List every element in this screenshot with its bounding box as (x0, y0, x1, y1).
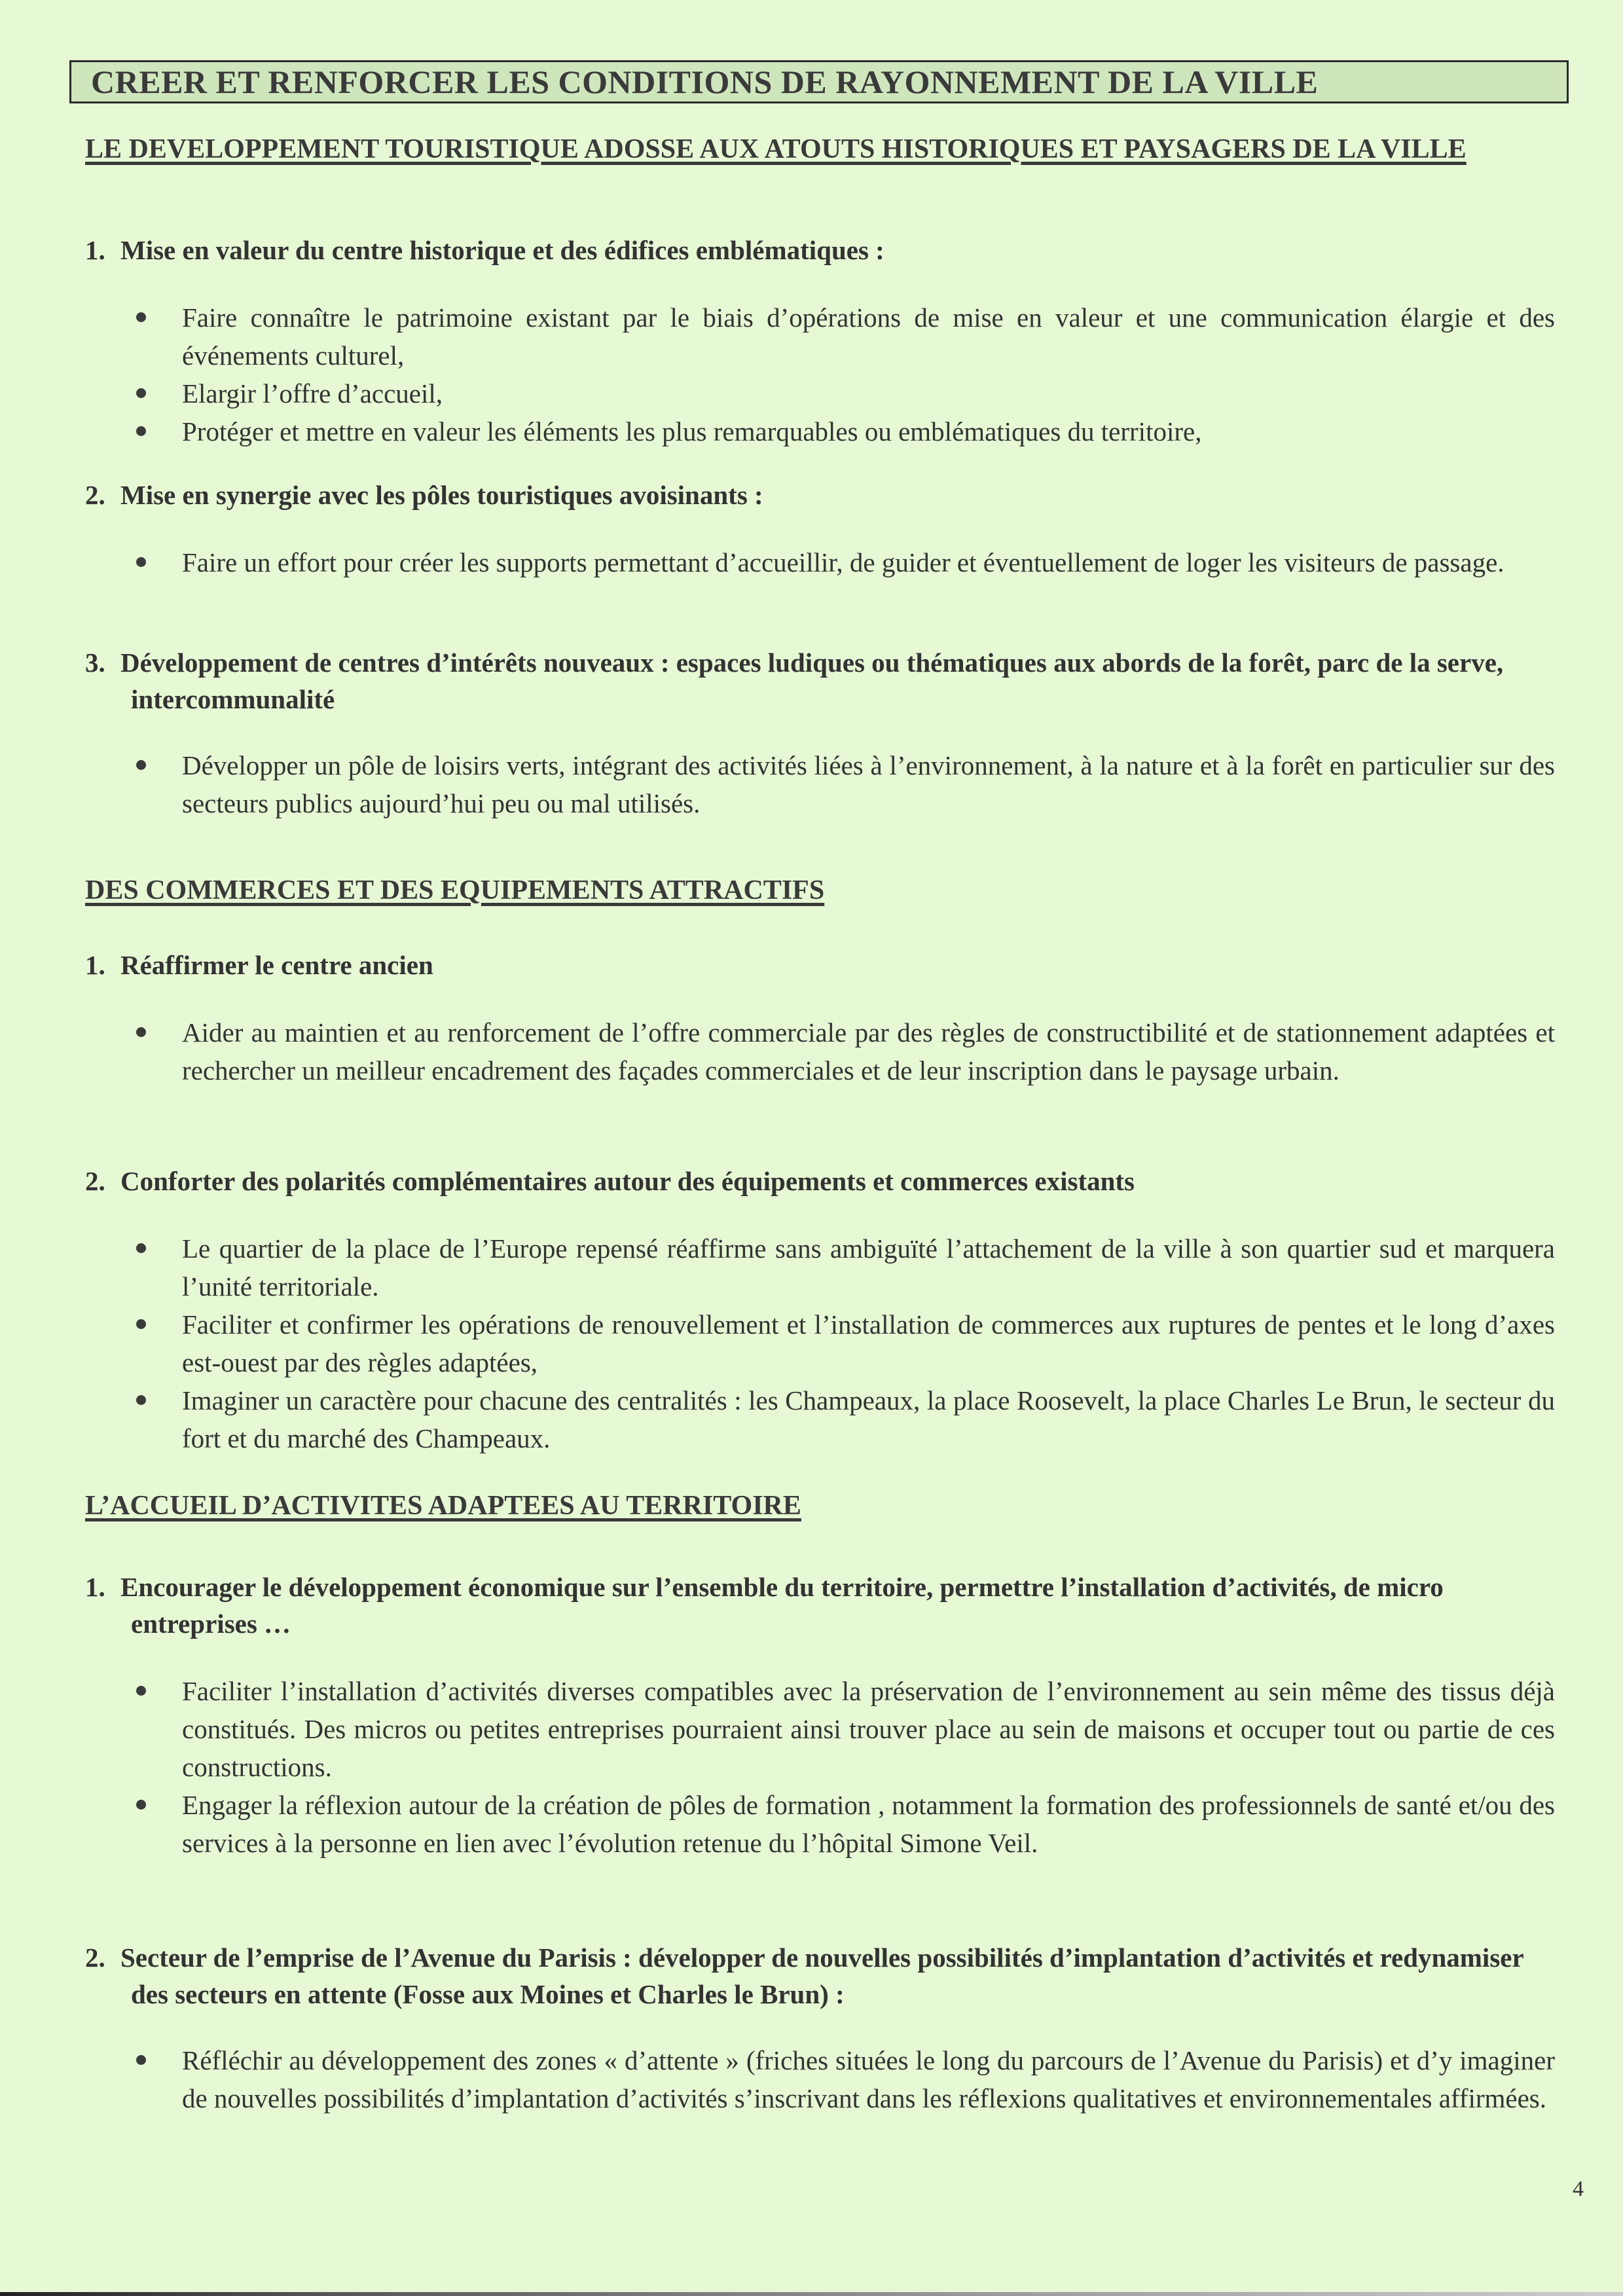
subsection-title: Conforter des polarités complémentaires autour des équipements et commerces existants (120, 1166, 1135, 1196)
scan-edge (0, 2292, 1623, 2296)
subsection-title: Développement de centres d’intérêts nouveaux : espaces ludiques ou thématiques aux abords de la forêt, parc de la serve, intercommunalité (120, 647, 1504, 714)
bullet-icon (136, 426, 146, 436)
section-heading: DES COMMERCES ET DES EQUIPEMENTS ATTRACTIFS (85, 875, 825, 905)
bullet-icon (136, 1027, 146, 1037)
subsection-tourism-1 (85, 232, 1555, 268)
subsection-heading (85, 1163, 1555, 1199)
section-heading: L’ACCUEIL D’ACTIVITES ADAPTEES AU TERRITOIRE (85, 1491, 801, 1521)
list-item: Faire un effort pour créer les supports permettant d’accueillir, de guider et éventuellement de loger les visiteurs de passage. (85, 543, 1555, 581)
list-item: Réfléchir au développement des zones « d’attente » (friches situées le long du parcours de l’Avenue du Parisis) et d’y imaginer de nouvelles possibilités d’implantation d’activités s’inscrivant dans les réflexions qualitatives et environnementales affirmées. (85, 2041, 1555, 2117)
subsection-heading (85, 232, 1555, 268)
subsection-number: 1. (85, 235, 105, 265)
bullet-icon (136, 1686, 146, 1696)
subsection-activities-1 (85, 1569, 1555, 1642)
subsection-heading (85, 477, 1555, 513)
subsection-tourism-2 (85, 477, 1555, 513)
bullet-list (85, 543, 1555, 581)
subsection-tourism-3 (85, 644, 1555, 718)
list-item: Faire connaître le patrimoine existant par le biais d’opérations de mise en valeur et une communication élargie et des événements culturel, (85, 299, 1555, 374)
subsection-heading (85, 1569, 1555, 1642)
section-heading: LE DEVELOPPEMENT TOURISTIQUE ADOSSE AUX ATOUTS HISTORIQUES ET PAYSAGERS DE LA VILLE (85, 134, 1467, 164)
subsection-number: 2. (85, 480, 105, 510)
bullet-list (85, 2041, 1555, 2117)
subsection-title: Réaffirmer le centre ancien (120, 950, 433, 980)
list-item: Aider au maintien et au renforcement de l’offre commerciale par des règles de constructibilité et de stationnement adaptées et rechercher un meilleur encadrement des façades commerciales et de leur inscription dans le paysage urbain. (85, 1013, 1555, 1089)
bullet-icon (136, 1395, 146, 1405)
list-item: Le quartier de la place de l’Europe repensé réaffirme sans ambiguïté l’attachement de la ville à son quartier sud et marquera l’unité territoriale. (85, 1230, 1555, 1305)
subsection-commerce-2 (85, 1163, 1555, 1199)
subsection-number: 1. (85, 950, 105, 980)
list-item: Imaginer un caractère pour chacune des centralités : les Champeaux, la place Roosevelt, la place Charles Le Brun, le secteur du fort et du marché des Champeaux. (85, 1381, 1555, 1457)
bullet-icon (136, 557, 146, 567)
subsection-title: Encourager le développement économique sur l’ensemble du territoire, permettre l’installation d’activités, de micro entreprises … (120, 1572, 1444, 1639)
bullet-list (85, 1013, 1555, 1089)
bullet-icon (136, 2055, 146, 2065)
subsection-number: 2. (85, 1942, 105, 1973)
list-item: Faciliter et confirmer les opérations de renouvellement et l’installation de commerces aux ruptures de pentes et le long d’axes est-ouest par des règles adaptées, (85, 1305, 1555, 1381)
bullet-icon (136, 760, 146, 770)
bullet-icon (136, 1243, 146, 1253)
subsection-heading (85, 947, 1555, 983)
bullet-list (85, 746, 1555, 822)
bullet-list (85, 1230, 1555, 1457)
subsection-activities-2 (85, 1939, 1555, 2013)
bullet-icon (136, 388, 146, 398)
subsection-heading (85, 1939, 1555, 2013)
subsection-commerce-1 (85, 947, 1555, 983)
section-commerce (85, 872, 1555, 909)
page-number: 4 (1573, 2177, 1584, 2201)
bullet-icon (136, 312, 146, 322)
banner-title-box (69, 60, 1569, 103)
subsection-title: Secteur de l’emprise de l’Avenue du Parisis : développer de nouvelles possibilités d’implantation d’activités et redynamiser des secteurs en attente (Fosse aux Moines et Charles le Brun) : (120, 1942, 1523, 2009)
list-item: Elargir l’offre d’accueil, (85, 374, 1555, 412)
subsection-number: 2. (85, 1166, 105, 1196)
subsection-title: Mise en valeur du centre historique et des édifices emblématiques : (120, 235, 884, 265)
section-activities (85, 1487, 1555, 1524)
list-item: Développer un pôle de loisirs verts, intégrant des activités liées à l’environnement, à la nature et à la forêt en particulier sur des secteurs publics aujourd’hui peu ou mal utilisés. (85, 746, 1555, 822)
subsection-number: 3. (85, 647, 105, 678)
subsection-heading (85, 644, 1555, 718)
list-item: Engager la réflexion autour de la création de pôles de formation , notamment la formation des professionnels de santé et/ou des services à la personne en lien avec l’évolution retenue du l’hôpital Simone Veil. (85, 1786, 1555, 1862)
list-item: Faciliter l’installation d’activités diverses compatibles avec la préservation de l’environnement au sein même des tissus déjà constitués. Des micros ou petites entreprises pourraient ainsi trouver place au sein de maisons et occuper tout ou partie de ces constructions. (85, 1672, 1555, 1786)
subsection-title: Mise en synergie avec les pôles touristiques avoisinants : (120, 480, 763, 510)
bullet-list (85, 1672, 1555, 1862)
bullet-icon (136, 1319, 146, 1329)
banner-title: CREER ET RENFORCER LES CONDITIONS DE RAYONNEMENT DE LA VILLE (91, 64, 1319, 100)
section-tourism (85, 131, 1555, 168)
bullet-icon (136, 1800, 146, 1810)
bullet-list (85, 299, 1555, 450)
list-item: Protéger et mettre en valeur les éléments les plus remarquables ou emblématiques du territoire, (85, 412, 1555, 450)
subsection-number: 1. (85, 1572, 105, 1602)
